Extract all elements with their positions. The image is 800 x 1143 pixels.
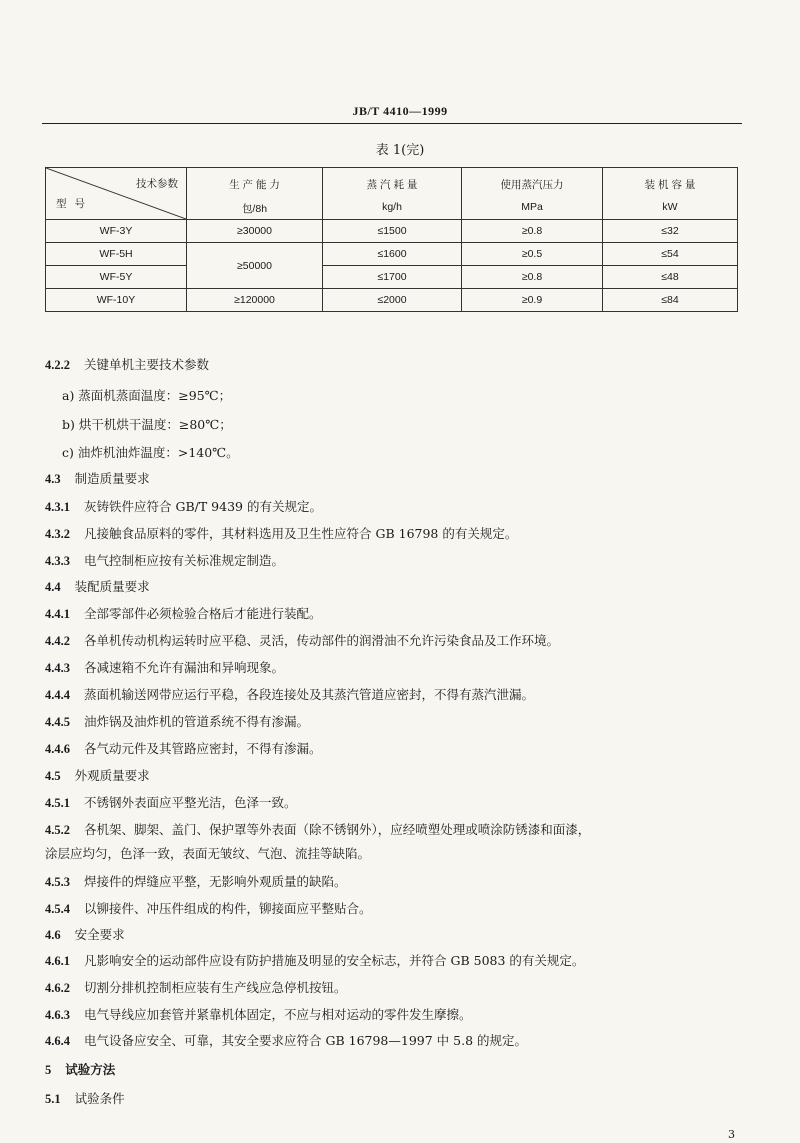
col-unit: 包/8h [241,203,268,215]
section-heading: 4.3 制造质量要求 [45,471,150,486]
standard-number-header: JB/T 4410—1999 [352,104,448,118]
param-label: 技术参数 [136,178,178,190]
col-steam [323,168,462,220]
header-rule [42,123,742,124]
clause-line: 4.5.3 焊接件的焊缝应平整，无影响外观质量的缺陷。 [45,874,347,889]
cell-pressure: ≥0.5 [462,243,603,266]
clause-line: 4.3.2 凡接触食品原料的零件，其材料选用及卫生性应符合 GB 16798 的有关规定。 [45,526,518,541]
cell-pressure: ≥0.8 [462,266,603,289]
continuation-line: 涂层应均匀，色泽一致，表面无皱纹、气泡、流挂等缺陷。 [45,846,371,861]
section-heading: 4.6 安全要求 [45,927,125,942]
page-number: 3 [728,1128,735,1141]
section-heading: 5.1 试验条件 [45,1091,125,1106]
col-capacity [187,168,323,220]
cell-model: WF-10Y [46,289,187,312]
cell-steam: ≤1700 [323,266,462,289]
col-name: 生 产 能 力 [229,179,280,191]
clause-line: 4.5.2 各机架、脚架、盖门、保护罩等外表面（除不锈钢外），应经喷塑处理或喷涂防锈漆和面漆， [45,822,591,837]
list-item: c) 油炸机油炸温度：>140℃。 [62,445,239,460]
cell-power: ≤32 [603,220,738,243]
clause-line: 4.2.2 关键单机主要技术参数 [45,357,210,372]
table-row [46,289,738,312]
table-row [46,220,738,243]
clause-line: 4.4.2 各单机传动机构运转时应平稳、灵活，传动部件的润滑油不允许污染食品及工作环境。 [45,633,560,648]
clause-line: 4.4.3 各减速箱不允许有漏油和异响现象。 [45,660,285,675]
cell-power: ≤84 [603,289,738,312]
clause-line: 4.6.4 电气设备应安全、可靠，其安全要求应符合 GB 16798—1997 中 5.8 的规定。 [45,1033,527,1048]
table-row [46,266,738,289]
section-heading: 4.5 外观质量要求 [45,768,150,783]
clause-line: 4.4.5 油炸锅及油炸机的管道系统不得有渗漏。 [45,714,310,729]
cell-model: WF-5Y [46,266,187,289]
col-unit: kg/h [382,201,402,213]
col-name: 使用蒸汽压力 [500,179,564,191]
cell-pressure: ≥0.9 [462,289,603,312]
list-item: b) 烘干机烘干温度：≥80℃； [62,417,232,432]
clause-line: 4.6.1 凡影响安全的运动部件应设有防护措施及明显的安全标志，并符合 GB 5083 的有关规定。 [45,953,585,968]
cell-power: ≤48 [603,266,738,289]
clause-line: 4.6.2 切割分排机控制柜应装有生产线应急停机按钮。 [45,980,347,995]
clause-line: 4.4.1 全部零部件必须检验合格后才能进行装配。 [45,606,322,621]
table-row [46,243,738,266]
table-caption: 表 1(完) [375,143,425,158]
col-pressure [462,168,603,220]
clause-line: 4.5.4 以铆接件、冲压件组成的构件，铆接面应平整贴合。 [45,901,372,916]
list-item: a) 蒸面机蒸面温度：≥95℃； [62,388,232,403]
clause-line: 4.5.1 不锈钢外表面应平整光洁，色泽一致。 [45,795,297,810]
clause-line: 4.6.3 电气导线应加套管并紧靠机体固定，不应与相对运动的零件发生摩擦。 [45,1007,472,1022]
cell-steam: ≤2000 [323,289,462,312]
cell-steam: ≤1600 [323,243,462,266]
chapter-heading: 5 试验方法 [45,1062,116,1077]
col-unit: kW [662,201,678,213]
cell-capacity: ≥30000 [187,220,323,243]
clause-line: 4.3.1 灰铸铁件应符合 GB/T 9439 的有关规定。 [45,499,322,514]
col-name: 蒸 汽 耗 量 [366,179,418,191]
clause-line: 4.3.3 电气控制柜应按有关标准规定制造。 [45,553,285,568]
clause-line: 4.4.4 蒸面机输送网带应运行平稳，各段连接处及其蒸汽管道应密封，不得有蒸汽泄漏。 [45,687,535,702]
cell-steam: ≤1500 [323,220,462,243]
model-label: 型号 [56,198,93,210]
col-unit: MPa [521,201,543,213]
section-heading: 4.4 装配质量要求 [45,579,150,594]
spec-table [45,167,738,312]
clause-line: 4.4.6 各气动元件及其管路应密封，不得有渗漏。 [45,741,322,756]
table-header-row [46,168,738,220]
diagonal-header-cell [46,168,187,220]
col-power [603,168,738,220]
col-name: 装 机 容 量 [644,179,696,191]
cell-model: WF-3Y [46,220,187,243]
cell-power: ≤54 [603,243,738,266]
cell-model: WF-5H [46,243,187,266]
cell-capacity: ≥50000 [187,243,323,289]
cell-capacity: ≥120000 [187,289,323,312]
cell-pressure: ≥0.8 [462,220,603,243]
